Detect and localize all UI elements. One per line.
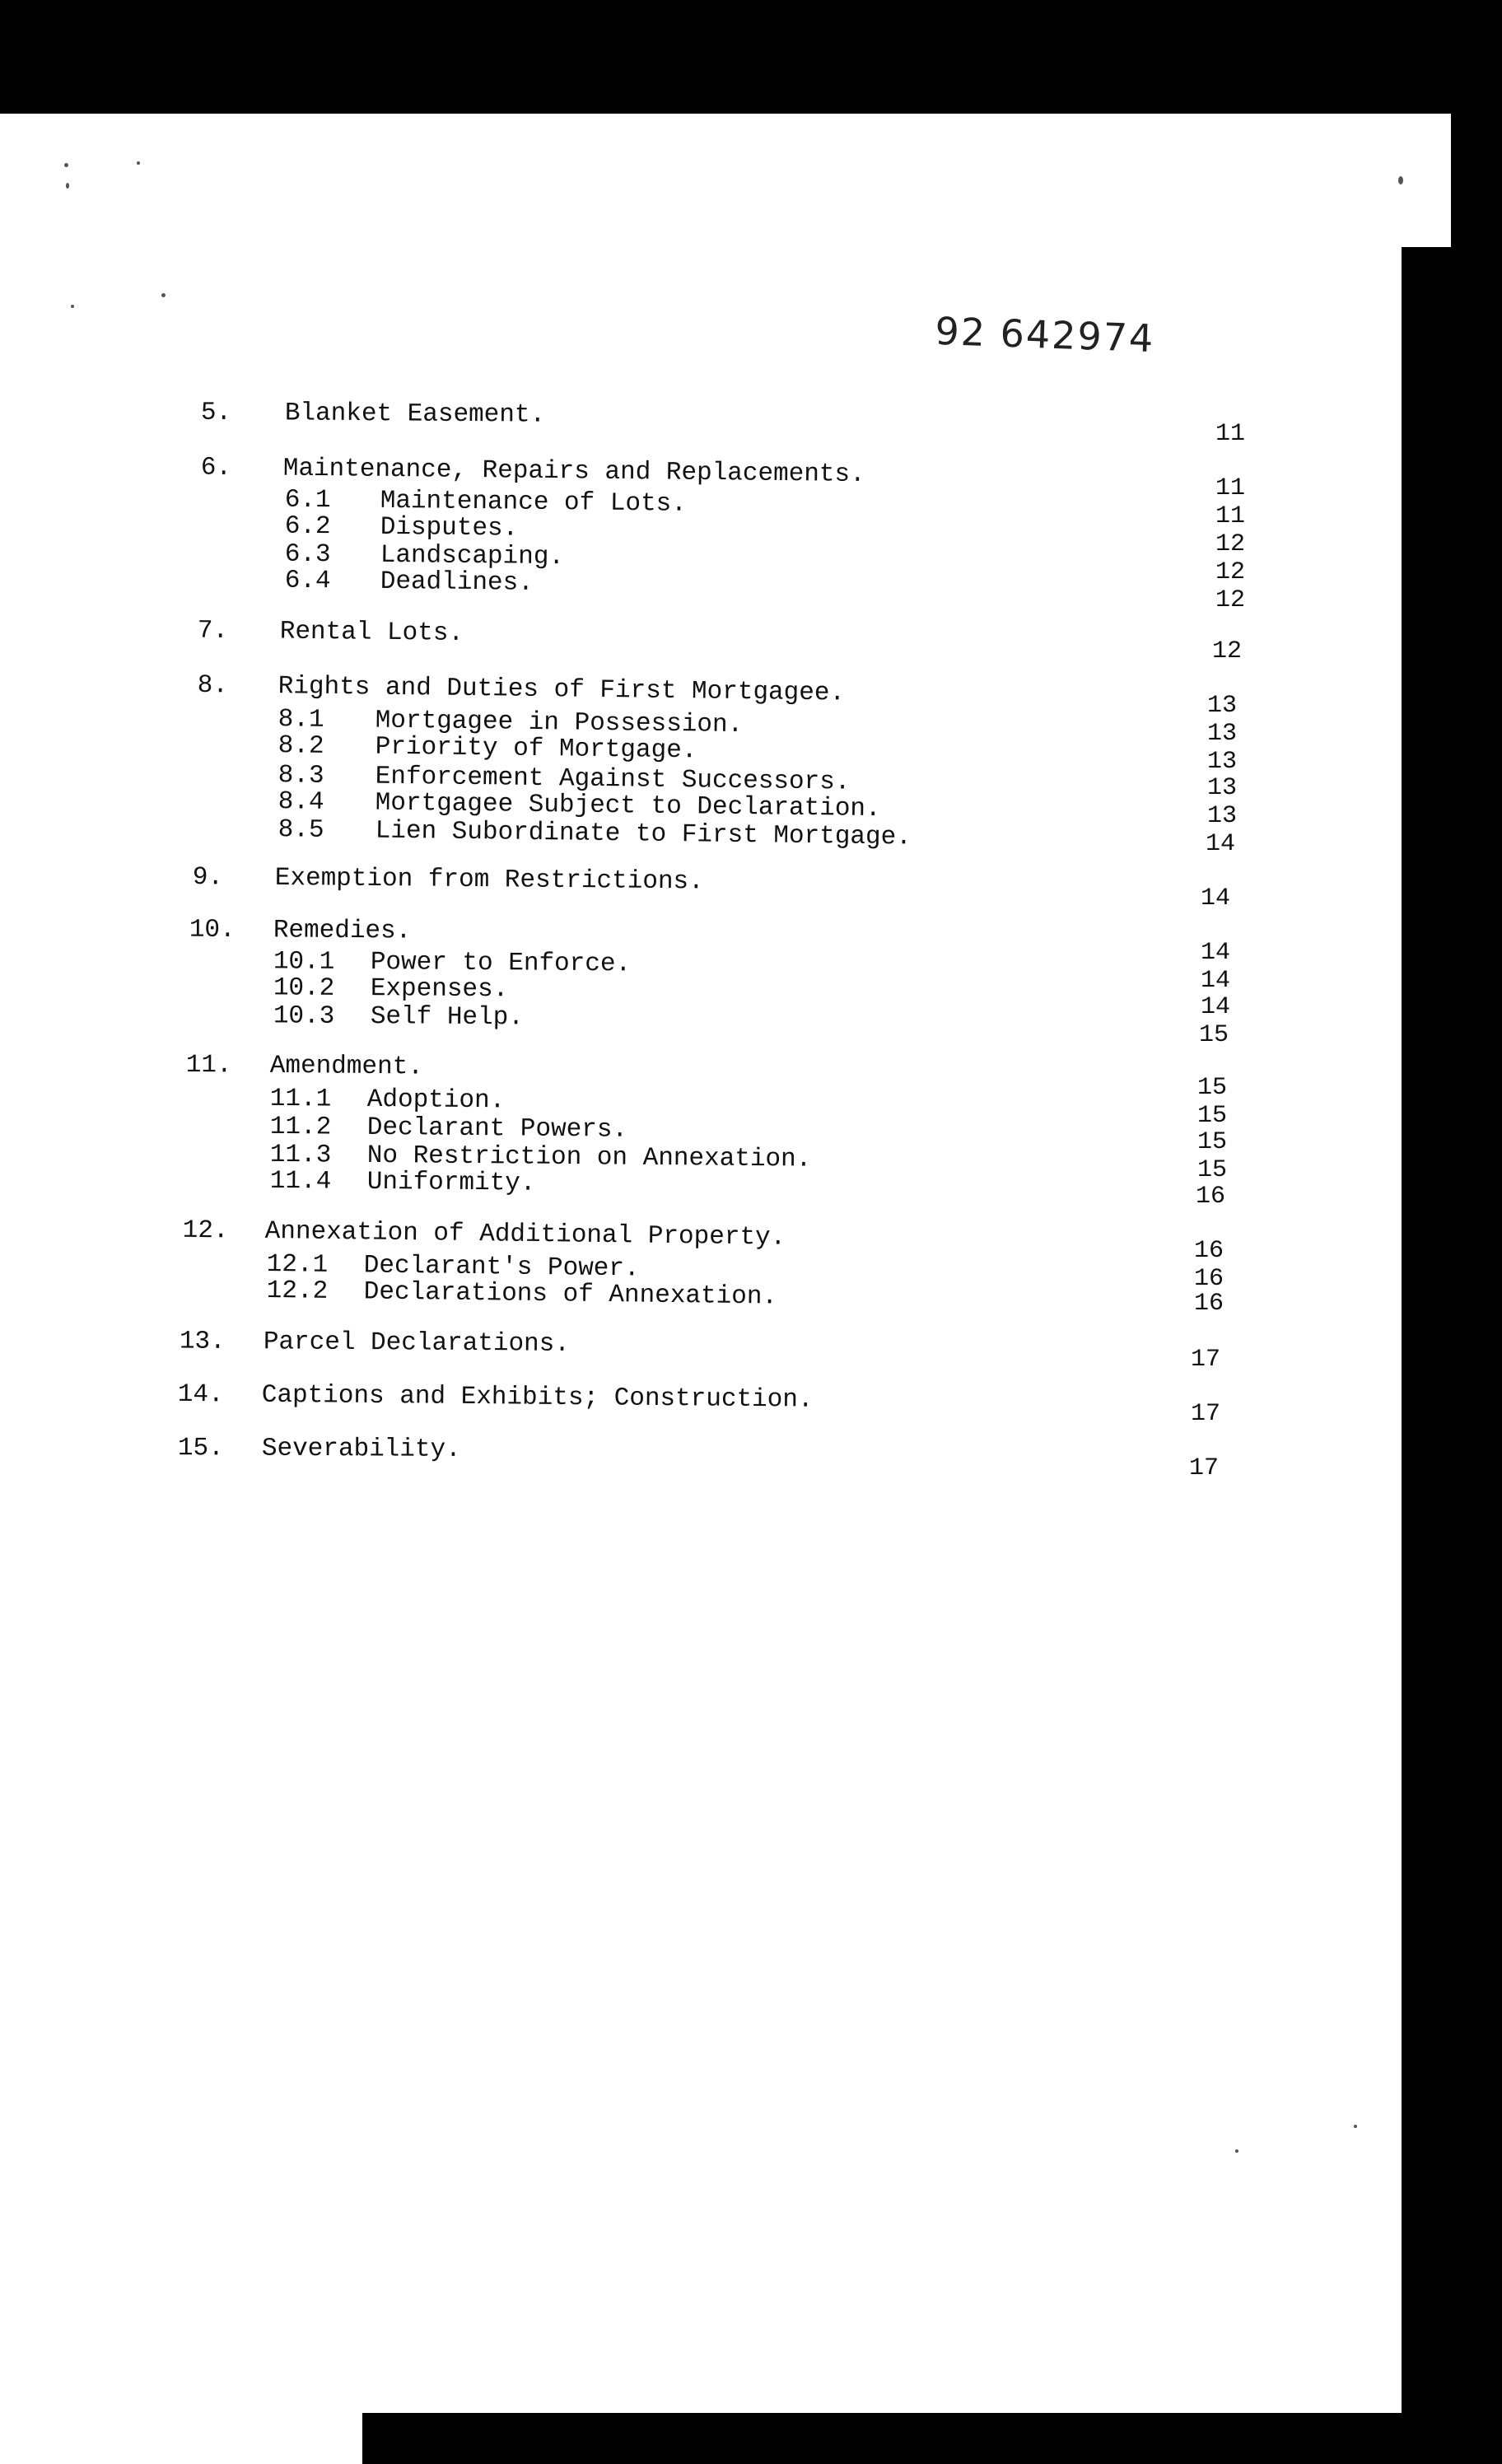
toc-entry-title: Annexation of Additional Property. xyxy=(264,1216,786,1253)
toc-entry-number: 6.2 xyxy=(284,511,331,542)
toc-entry-title: Rental Lots. xyxy=(279,617,464,648)
toc-entry-title: Maintenance, Repairs and Replacements. xyxy=(282,454,865,490)
toc-entry-title: Exemption from Restrictions. xyxy=(274,863,704,897)
scan-right-border xyxy=(1402,247,1502,2464)
toc-page-number: 15 xyxy=(1199,1021,1229,1049)
toc-page-number: 14 xyxy=(1201,993,1231,1021)
scan-speck xyxy=(66,183,69,189)
toc-entry-title: Priority of Mortgage. xyxy=(375,732,697,766)
toc-page-number: 15 xyxy=(1197,1074,1228,1102)
toc-entry-title: Disputes. xyxy=(380,512,519,544)
page-bottom-tab xyxy=(0,2376,362,2464)
toc-entry-title: Uniformity. xyxy=(366,1167,536,1198)
toc-page-number: 16 xyxy=(1196,1183,1226,1211)
toc-page-number: 13 xyxy=(1207,748,1238,776)
toc-page-number: 11 xyxy=(1215,474,1246,502)
toc-entry-number: 12. xyxy=(182,1216,229,1246)
toc-entry-number: 8.3 xyxy=(278,761,324,791)
toc-entry-title: Power to Enforce. xyxy=(370,948,632,979)
toc-entry-number: 11.2 xyxy=(269,1112,332,1142)
toc-page-number: 16 xyxy=(1194,1265,1224,1293)
toc-entry-title: Declarant's Power. xyxy=(363,1251,640,1284)
toc-entry-title: Amendment. xyxy=(269,1051,424,1082)
toc-entry-number: 13. xyxy=(179,1327,226,1356)
scan-speck xyxy=(64,163,68,167)
toc-entry-title: Captions and Exhibits; Construction. xyxy=(261,1380,814,1415)
toc-page-number: 12 xyxy=(1215,586,1246,614)
toc-page-number: 11 xyxy=(1215,502,1246,530)
toc-entry-title: Adoption. xyxy=(366,1085,506,1116)
toc-entry-number: 11. xyxy=(185,1050,232,1080)
toc-page-number: 17 xyxy=(1191,1346,1221,1374)
toc-page-number: 14 xyxy=(1201,939,1231,967)
scan-speck xyxy=(161,293,166,297)
toc-page-number: 14 xyxy=(1201,967,1231,995)
toc-entry-number: 6.4 xyxy=(284,566,331,596)
toc-entry-title: Enforcement Against Successors. xyxy=(375,762,851,797)
toc-entry-title: Rights and Duties of First Mortgagee. xyxy=(278,672,846,708)
toc-page-number: 16 xyxy=(1194,1290,1224,1318)
toc-entry-number: 8.2 xyxy=(278,731,324,761)
toc-entry-title: Remedies. xyxy=(273,916,412,946)
toc-page-number: 15 xyxy=(1197,1128,1228,1156)
scan-speck xyxy=(1235,2149,1238,2153)
scan-speck xyxy=(1354,2125,1357,2128)
toc-page-number: 16 xyxy=(1194,1237,1224,1265)
toc-entry-number: 6. xyxy=(200,453,232,483)
scan-speck xyxy=(1398,176,1403,184)
toc-entry-number: 14. xyxy=(177,1379,224,1410)
toc-entry-title: Mortgagee Subject to Declaration. xyxy=(375,788,881,824)
toc-entry-number: 10.2 xyxy=(273,973,335,1003)
toc-entry-number: 11.3 xyxy=(269,1140,332,1170)
toc-entry-title: Expenses. xyxy=(370,974,509,1005)
toc-entry-number: 11.1 xyxy=(269,1084,332,1114)
toc-entry-number: 10.1 xyxy=(273,947,335,977)
toc-entry-title: No Restriction on Annexation. xyxy=(366,1141,812,1174)
toc-page-number: 13 xyxy=(1207,692,1238,720)
toc-page-number: 15 xyxy=(1197,1102,1228,1130)
toc-entry-number: 6.1 xyxy=(284,485,331,516)
toc-entry-title: Declarations of Annexation. xyxy=(363,1277,778,1312)
toc-entry-number: 8.5 xyxy=(278,815,324,845)
toc-page-number: 12 xyxy=(1215,558,1246,586)
toc-entry-number: 8. xyxy=(197,670,229,701)
toc-entry-title: Declarant Powers. xyxy=(366,1113,628,1145)
toc-page-number: 12 xyxy=(1212,637,1243,665)
toc-entry-title: Maintenance of Lots. xyxy=(380,486,688,519)
toc-entry-number: 6.3 xyxy=(284,539,331,570)
toc-page-number: 13 xyxy=(1207,720,1238,748)
toc-page-number: 13 xyxy=(1207,774,1238,802)
scan-speck xyxy=(137,161,140,165)
toc-entry-number: 8.4 xyxy=(278,787,324,817)
toc-page-number: 12 xyxy=(1215,530,1246,558)
toc-page-number: 14 xyxy=(1201,884,1231,912)
toc-entry-title: Self Help. xyxy=(370,1002,525,1033)
toc-page-number: 13 xyxy=(1207,802,1238,830)
toc-entry-number: 9. xyxy=(192,863,224,893)
page-top-edge xyxy=(0,114,1451,247)
toc-entry-title: Lien Subordinate to First Mortgage. xyxy=(375,816,912,852)
toc-entry-number: 12.1 xyxy=(266,1249,329,1280)
toc-page-number: 17 xyxy=(1189,1454,1220,1482)
toc-entry-title: Severability. xyxy=(261,1434,461,1464)
toc-entry-title: Deadlines. xyxy=(380,567,534,598)
toc-entry-number: 5. xyxy=(200,398,232,427)
toc-page-number: 15 xyxy=(1197,1156,1228,1184)
toc-page-number: 14 xyxy=(1206,830,1236,858)
toc-entry-title: Mortgagee in Possession. xyxy=(375,706,744,740)
toc-page-number: 11 xyxy=(1215,420,1246,448)
toc-entry-title: Blanket Easement. xyxy=(284,399,546,430)
toc-entry-title: Parcel Declarations. xyxy=(263,1328,571,1359)
toc-entry-number: 12.2 xyxy=(266,1276,329,1306)
toc-entry-number: 11.4 xyxy=(269,1166,332,1197)
toc-entry-number: 8.1 xyxy=(278,705,324,735)
toc-entry-title: Landscaping. xyxy=(380,540,565,572)
toc-entry-number: 7. xyxy=(197,616,229,646)
toc-entry xyxy=(0,1433,1285,1472)
toc-page-number: 17 xyxy=(1191,1400,1221,1428)
toc-entry-number: 15. xyxy=(177,1434,224,1463)
scan-speck xyxy=(71,305,74,308)
document-number: 92 642974 xyxy=(934,308,1156,362)
toc-entry-number: 10. xyxy=(189,915,236,945)
toc-entry-number: 10.3 xyxy=(273,1001,335,1031)
